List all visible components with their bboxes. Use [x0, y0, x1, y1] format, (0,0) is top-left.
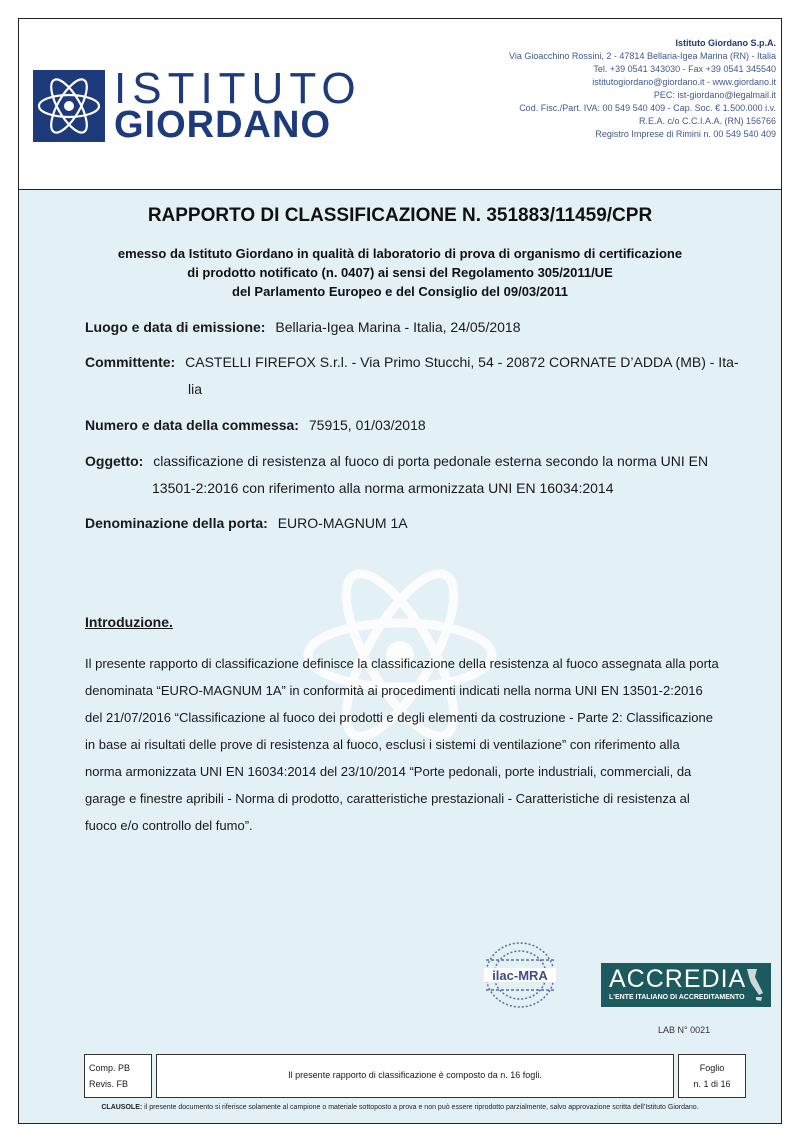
intro-line: del 21/07/2016 “Classificazione al fuoco dei prodotti e degli elementi da costruzione - Parte 2: Classificazione — [85, 710, 713, 725]
intro-line: fuoco e/o controllo del fumo”. — [85, 818, 253, 833]
company-rea: R.E.A. c/o C.C.I.A.A. (RN) 156766 — [638, 116, 776, 126]
atom-logo-icon — [33, 70, 105, 142]
porta-value: EURO-MAGNUM 1A — [277, 515, 408, 531]
company-info — [509, 37, 776, 141]
intro-line: in base ai risultati delle prove di resistenza al fuoco, esclusi i sistemi di ventilazione” con riferimento alla — [85, 737, 680, 752]
italy-map-icon — [743, 967, 765, 1003]
field-commessa — [85, 416, 426, 434]
report-subtitle-line2: di prodotto notificato (n. 0407) ai sensi del Regolamento 305/2011/UE — [187, 265, 613, 280]
commessa-label: Numero e data della commessa: — [85, 417, 299, 433]
committente-label: Committente: — [85, 354, 176, 370]
report-subtitle-line1: emesso da Istituto Giordano in qualità di laboratorio di prova di organismo di certificazione — [117, 246, 683, 261]
accredia-subtext: L'ENTE ITALIANO DI ACCREDITAMENTO — [609, 994, 745, 1001]
field-porta — [85, 514, 408, 532]
intro-line: Il presente rapporto di classificazione definisce la classificazione della resistenza al fuoco assegnata alla porta — [85, 656, 719, 671]
report-subtitle-line3: del Parlamento Europeo e del Consiglio del 09/03/2011 — [232, 284, 568, 299]
committente-value-line2: lia — [188, 381, 203, 397]
company-email: istitutogiordano@giordano.it - www.giordano.it — [592, 77, 776, 87]
oggetto-value-line2: 13501-2:2016 con riferimento alla norma armonizzata UNI EN 16034:2014 — [152, 480, 614, 496]
clausole-label: CLAUSOLE: — [101, 1104, 143, 1111]
luogo-value: Bellaria-Igea Marina - Italia, 24/05/2018 — [275, 319, 521, 335]
company-registry: Registro Imprese di Rimini n. 00 549 540 409 — [595, 129, 776, 139]
company-address: Via Gioacchino Rossini, 2 - 47814 Bellaria-Igea Marina (RN) - Italia — [509, 51, 776, 61]
footer-foglio-label: Foglio — [699, 1063, 725, 1073]
footer-revis: Revis. FB — [89, 1079, 129, 1089]
company-phone: Tel. +39 0541 343030 - Fax +39 0541 345540 — [593, 64, 776, 74]
report-title: RAPPORTO DI CLASSIFICAZIONE N. 351883/11459/CPR — [147, 205, 653, 226]
oggetto-label: Oggetto: — [85, 453, 144, 469]
intro-heading: Introduzione. — [85, 614, 173, 630]
commessa-value: 75915, 01/03/2018 — [308, 417, 426, 433]
intro-line: norma armonizzata UNI EN 16034:2014 del 23/10/2014 “Porte pedonali, porte industriali, commerciali, da — [85, 764, 692, 779]
footer-center-text: Il presente rapporto di classificazione è composto da n. 16 fogli. — [288, 1070, 542, 1080]
intro-line: garage e finestre apribili - Norma di prodotto, caratteristiche prestazionali - Caratteristiche di resistenza al — [85, 791, 690, 806]
company-tax: Cod. Fisc./Part. IVA: 00 549 540 409 - Cap. Soc. € 1.500.000 i.v. — [519, 103, 776, 113]
footer-clausole — [0, 1104, 800, 1111]
logo-wordmark-line1: ISTITUTO — [114, 64, 362, 113]
field-luogo — [85, 318, 521, 336]
luogo-label: Luogo e data di emissione: — [85, 319, 266, 335]
footer-comp-revis-box — [84, 1054, 152, 1098]
footer-foglio-value: n. 1 di 16 — [693, 1079, 731, 1089]
company-pec: PEC: ist-giordano@legalmail.it — [653, 90, 776, 100]
accredia-logo — [601, 963, 771, 1007]
clausole-text: il presente documento si riferisce solamente al campione o materiale sottoposto a prova e non può essere riprodotto parzialmente, salvo approvazione scritta dell’Istituto Giordano. — [144, 1104, 699, 1111]
intro-line: denominata “EURO-MAGNUM 1A” in conformità ai procedimenti indicati nella norma UNI EN 13501-2:2016 — [85, 683, 703, 698]
porta-label: Denominazione della porta: — [85, 515, 268, 531]
logo-wordmark-line2: GIORDANO — [114, 104, 331, 146]
accredia-text: ACCREDIA — [609, 965, 747, 993]
footer-foglio-box — [678, 1054, 746, 1098]
field-committente — [85, 353, 739, 371]
footer-center-box — [156, 1054, 674, 1098]
oggetto-value-line1: classificazione di resistenza al fuoco di porta pedonale esterna secondo la norma UNI EN — [153, 453, 709, 469]
footer-comp: Comp. PB — [89, 1063, 131, 1073]
ilac-mra-logo — [478, 940, 562, 1010]
intro-paragraph — [85, 650, 748, 839]
company-name: Istituto Giordano S.p.A. — [675, 38, 776, 48]
ilac-text: ilac-MRA — [492, 968, 548, 983]
committente-value-line1: CASTELLI FIREFOX S.r.l. - Via Primo Stucchi, 54 - 20872 CORNATE D’ADDA (MB) - Ita- — [185, 354, 739, 370]
field-oggetto — [85, 452, 708, 470]
lab-number: LAB N° 0021 — [658, 1025, 711, 1035]
